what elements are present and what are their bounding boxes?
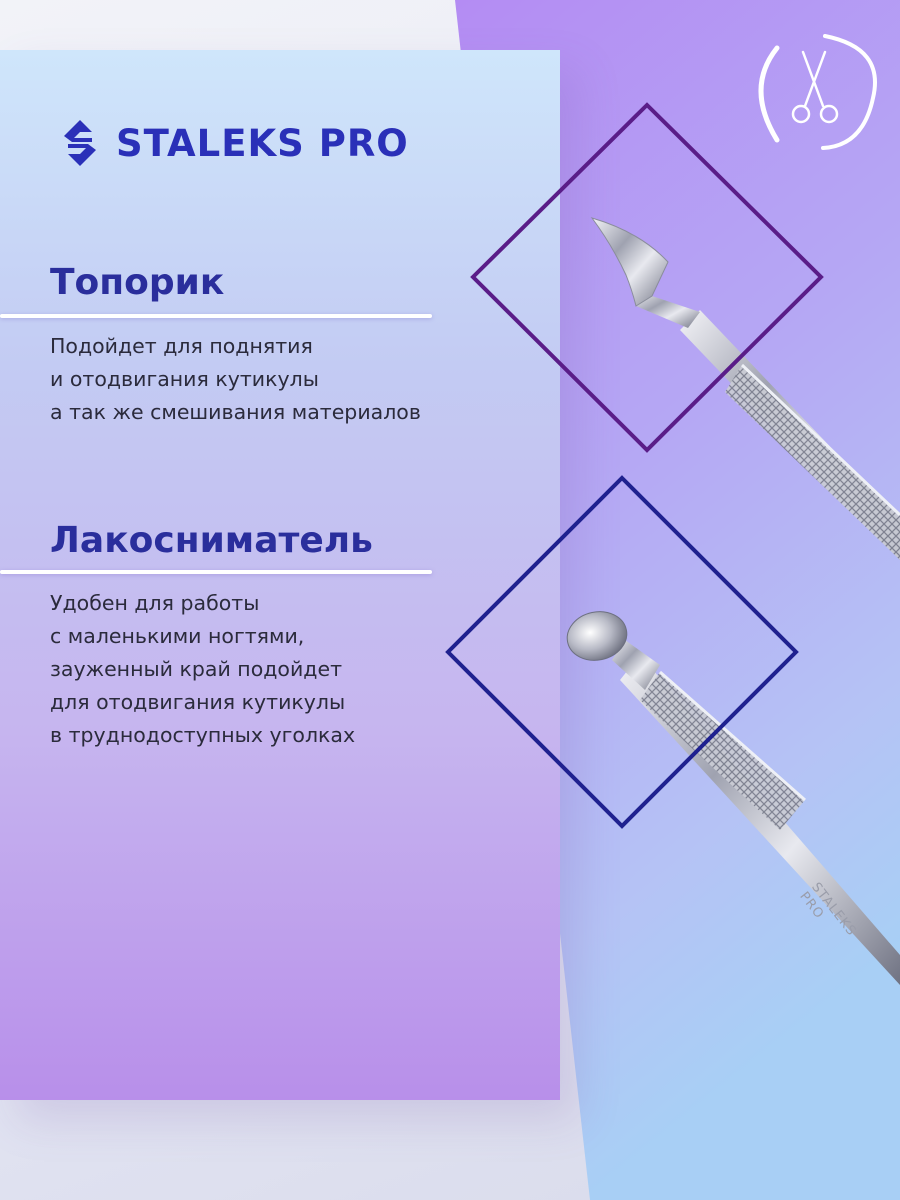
pusher-hatchet-icon: [592, 218, 900, 560]
desc-line: Удобен для работы: [50, 591, 260, 615]
staleks-logo-icon: [58, 116, 102, 170]
section-title-hatchet: Топорик: [50, 262, 225, 303]
divider: [0, 314, 432, 318]
desc-line: зауженный край подойдет: [50, 657, 343, 681]
desc-line: Подойдет для поднятия: [50, 334, 313, 358]
section-desc-hatchet: [50, 330, 421, 429]
section-title-polish-remover: Лакоснимaтель: [50, 520, 373, 561]
desc-line: и отодвигания кутикулы: [50, 367, 319, 391]
scissors-icon: [761, 36, 875, 148]
brand-name: STALEKS PRO: [116, 121, 409, 165]
desc-line: в труднодоступных уголках: [50, 723, 356, 747]
brand-logo: [58, 116, 409, 170]
desc-line: для отодвигания кутикулы: [50, 690, 346, 714]
tool-engraving: STALEKS PRO: [796, 880, 859, 940]
desc-line: а так же смешивания материалов: [50, 400, 421, 424]
section-desc-polish-remover: [50, 587, 355, 752]
divider: [0, 570, 432, 574]
desc-line: с маленькими ногтями,: [50, 624, 305, 648]
